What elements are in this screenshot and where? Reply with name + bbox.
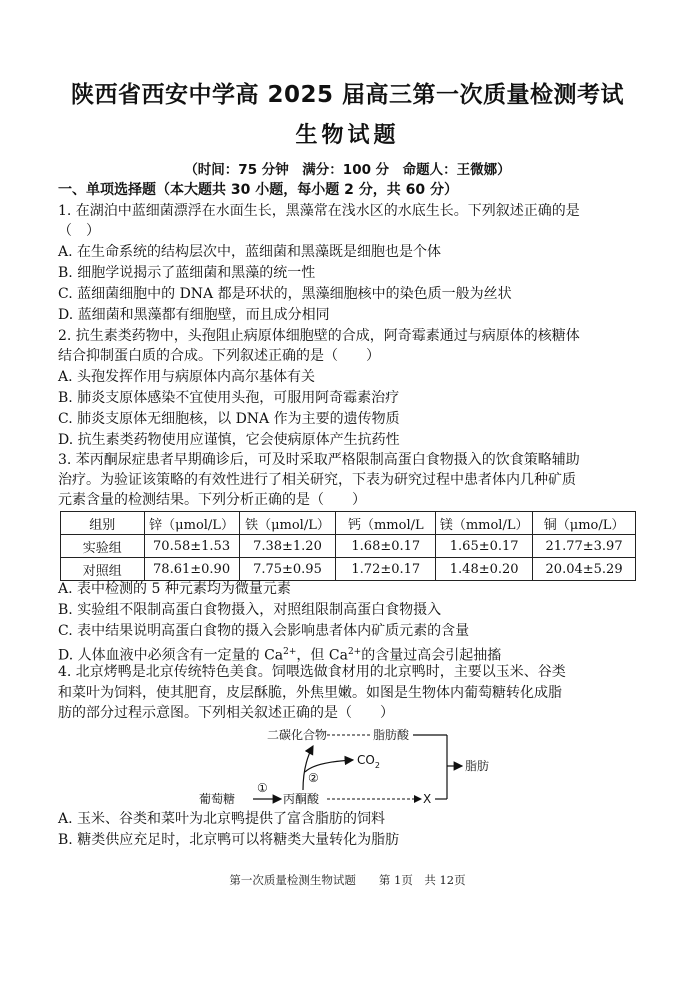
node-x: X xyxy=(423,792,432,806)
q4-stem-line3: 肪的部分过程示意图。下列相关叙述正确的是（ ） xyxy=(58,705,394,721)
q3-option-d-part1: D. 人体血液中必须含有一定量的 Ca xyxy=(58,647,284,664)
q2-stem-line2: 结合抑制蛋白质的合成。下列叙述正确的是（ ） xyxy=(58,348,380,364)
q1-stem-line2: （ ） xyxy=(58,223,100,239)
step-1-label: ① xyxy=(257,781,268,795)
section-heading: 一、单项选择题（本大题共 30 小题，每小题 2 分，共 60 分） xyxy=(58,182,458,198)
page-subtitle: 生物试题 xyxy=(295,123,400,148)
glucose-to-fat-diagram xyxy=(195,724,490,810)
q2-option-c: C. 肺炎支原体无细胞核，以 DNA 作为主要的遗传物质 xyxy=(58,411,400,427)
q1-option-c: C. 蓝细菌细胞中的 DNA 都是环状的，黑藻细胞核中的染色质一般为丝状 xyxy=(58,286,512,302)
q4-option-b: B. 糖类供应充足时，北京鸭可以将糖类大量转化为脂肪 xyxy=(58,832,400,848)
table-row xyxy=(61,535,636,558)
table-cell: 70.58±1.53 xyxy=(144,535,239,558)
step-2-label: ② xyxy=(308,771,319,785)
table-row xyxy=(61,558,636,581)
q2-option-d: D. 抗生素类药物使用应谨慎，它会使病原体产生抗药性 xyxy=(58,432,400,448)
table-cell: 1.48±0.20 xyxy=(436,558,533,581)
table-cell: 1.72±0.17 xyxy=(336,558,436,581)
node-co2 xyxy=(357,753,380,770)
table-header-cell: 组别 xyxy=(61,512,145,535)
q1-option-a: A. 在生命系统的结构层次中，蓝细菌和黑藻既是细胞也是个体 xyxy=(58,244,442,260)
page-footer: 第一次质量检测生物试题 第 1页 共 12页 xyxy=(229,873,466,887)
q3-stem-line3: 元素含量的检测结果。下列分析正确的是（ ） xyxy=(58,492,366,508)
table-header-cell: 铜（μmo/L） xyxy=(533,512,636,535)
table-cell: 1.68±0.17 xyxy=(336,535,436,558)
table-header-cell: 钙（mmol/L xyxy=(336,512,436,535)
table-header-cell: 铁（μmol/L） xyxy=(239,512,336,535)
table-cell: 7.75±0.95 xyxy=(239,558,336,581)
q2-option-a: A. 头孢发挥作用与病原体内高尔基体有关 xyxy=(58,369,316,385)
q3-option-a: A. 表中检测的 5 种元素均为微量元素 xyxy=(58,581,291,597)
q4-stem-line1: 4. 北京烤鸭是北京传统特色美食。饲喂选做食材用的北京鸭时，主要以玉米、谷类 xyxy=(58,664,566,680)
table-header-row xyxy=(61,512,636,535)
table-cell: 20.04±5.29 xyxy=(533,558,636,581)
table-cell: 21.77±3.97 xyxy=(533,535,636,558)
co2-text: CO xyxy=(357,753,375,767)
table-cell: 1.65±0.17 xyxy=(436,535,533,558)
table-cell: 实验组 xyxy=(61,535,145,558)
node-pyruvate: 丙酮酸 xyxy=(283,792,320,806)
q1-option-b: B. 细胞学说揭示了蓝细菌和黑藻的统一性 xyxy=(58,265,316,281)
table-cell: 对照组 xyxy=(61,558,145,581)
q1-stem-line1: 1. 在湖泊中蓝细菌漂浮在水面生长，黑藻常在浅水区的水底生长。下列叙述正确的是 xyxy=(58,203,580,219)
page-title: 陕西省西安中学高 2025 届高三第一次质量检测考试 xyxy=(70,82,625,108)
q3-option-b: B. 实验组不限制高蛋白食物摄入，对照组限制高蛋白食物摄入 xyxy=(58,602,442,618)
q3-option-d-part2: ，但 Ca xyxy=(296,647,348,664)
table-cell: 78.61±0.90 xyxy=(144,558,239,581)
node-fat: 脂肪 xyxy=(465,759,490,773)
node-glucose: 葡萄糖 xyxy=(199,792,236,806)
q4-stem-line2: 和菜叶为饲料，使其肥育，皮层酥脆，外焦里嫩。如图是生物体内葡萄糖转化成脂 xyxy=(58,685,562,701)
q2-option-b: B. 肺炎支原体感染不宜使用头孢，可服用阿奇霉素治疗 xyxy=(58,390,400,406)
table-header-cell: 锌（μmol/L） xyxy=(144,512,239,535)
q3-option-d-part3: 的含量过高会引起抽搐 xyxy=(361,647,502,664)
exam-info: （时间：75 分钟 满分：100 分 命题人：王微娜） xyxy=(184,162,511,178)
node-fatty-acid: 脂肪酸 xyxy=(373,728,410,742)
q2-stem-line1: 2. 抗生素类药物中，头孢阻止病原体细胞壁的合成，阿奇霉素通过与病原体的核糖体 xyxy=(58,328,580,344)
q3-stem-line2: 治疗。为验证该策略的有效性进行了相关研究，下表为研究过程中患者体内几种矿质 xyxy=(58,472,576,488)
q3-option-c: C. 表中结果说明高蛋白食物的摄入会影响患者体内矿质元素的含量 xyxy=(58,623,470,639)
co2-subscript: 2 xyxy=(374,761,380,770)
node-two-carbon: 二碳化合物 xyxy=(267,728,328,742)
q1-option-d: D. 蓝细菌和黑藻都有细胞壁，而且成分相同 xyxy=(58,307,330,323)
q3-stem-line1: 3. 苯丙酮尿症患者早期确诊后，可及时采取严格限制高蛋白食物摄入的饮食策略辅助 xyxy=(58,452,580,468)
superscript: 2+ xyxy=(283,647,297,657)
mineral-table xyxy=(60,511,636,581)
table-cell: 7.38±1.20 xyxy=(239,535,336,558)
superscript: 2+ xyxy=(347,647,362,657)
q4-option-a: A. 玉米、谷类和菜叶为北京鸭提供了富含脂肪的饲料 xyxy=(58,811,386,827)
table-header-cell: 镁（mmol/L） xyxy=(436,512,533,535)
